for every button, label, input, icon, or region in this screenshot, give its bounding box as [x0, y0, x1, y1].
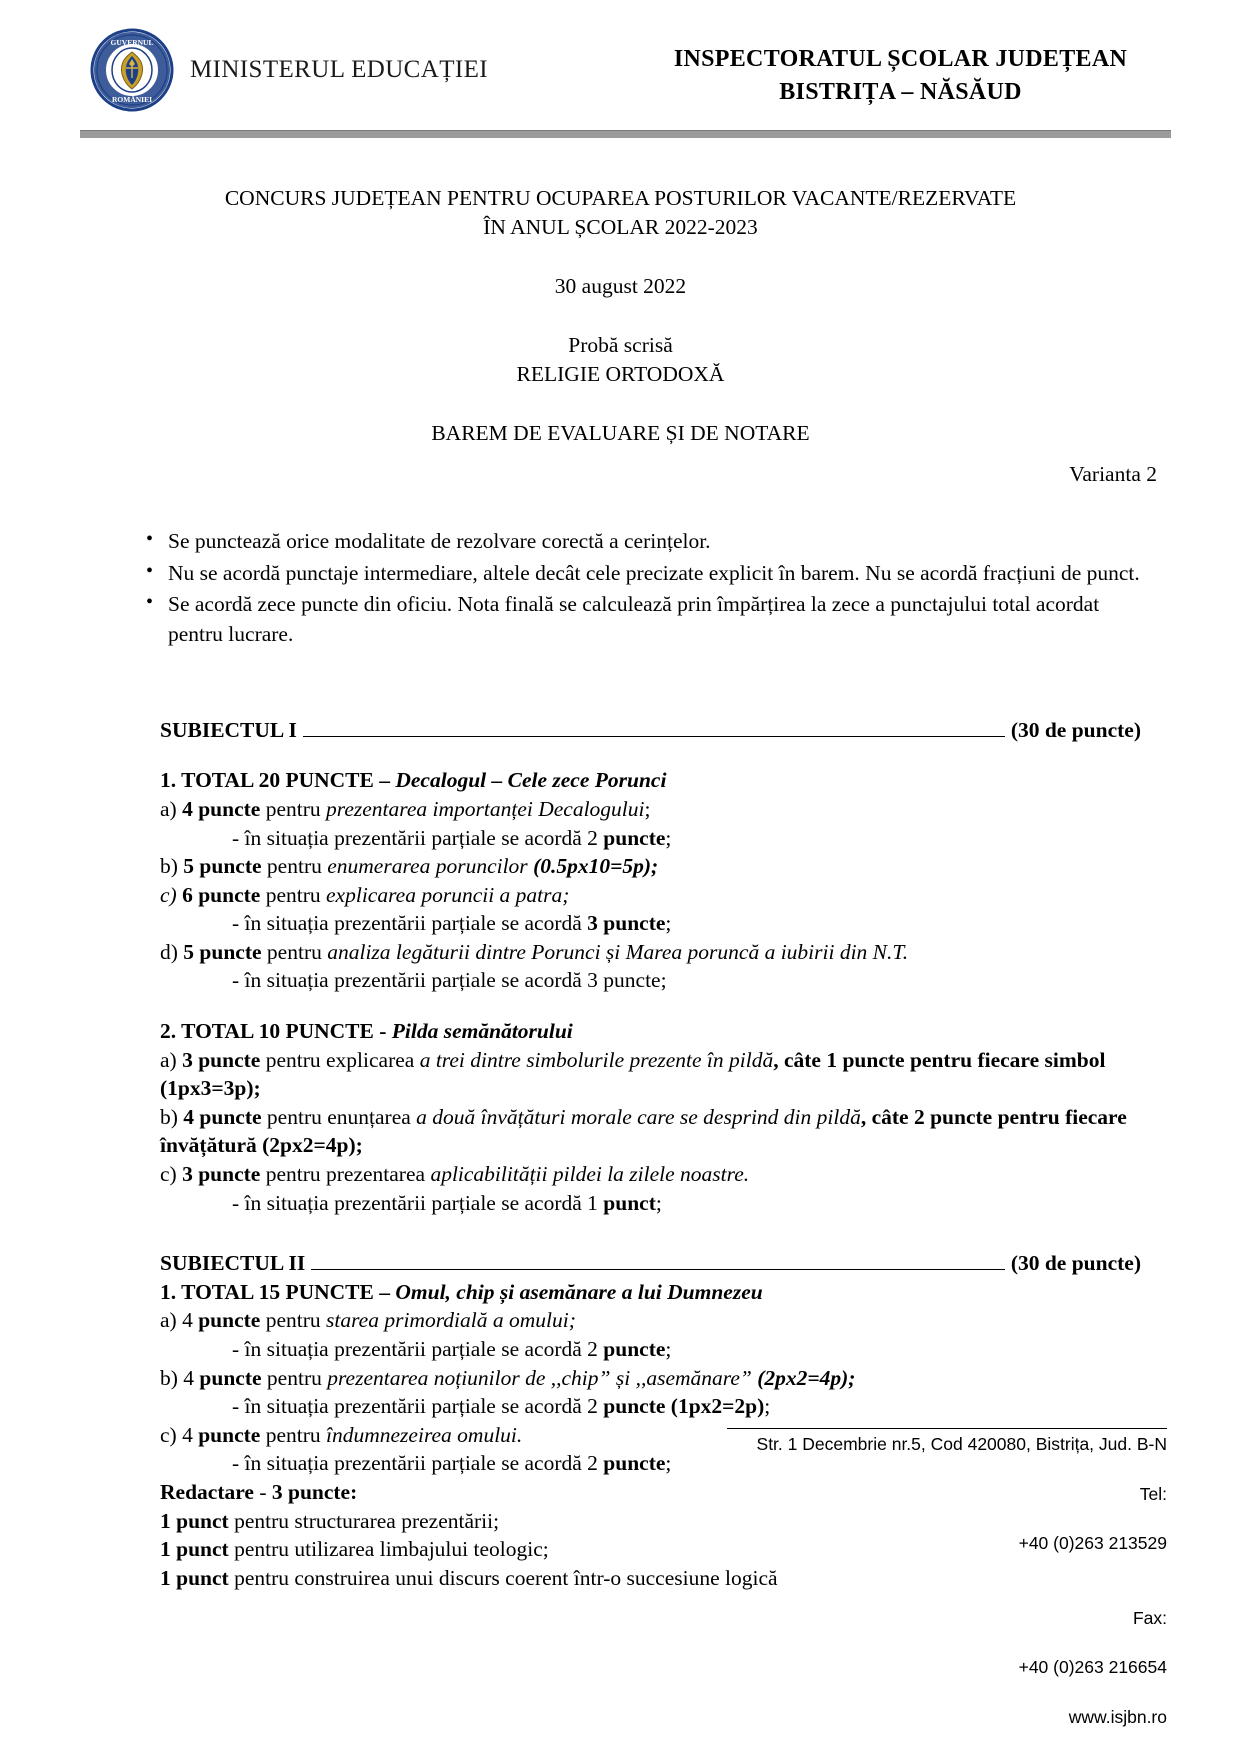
point-value: puncte	[199, 1365, 262, 1390]
point-criterion: pentru structurarea prezentării;	[228, 1508, 500, 1533]
document-header	[0, 0, 1241, 112]
subject-2-rule	[311, 1269, 1005, 1270]
point-connector: pentru explicarea	[260, 1047, 420, 1072]
subject-1-item-2-c-sub	[160, 1189, 1141, 1218]
title-block	[0, 184, 1241, 448]
point-criterion: analiza legăturii dintre Porunci și Marea poruncă a iubirii din N.T.	[327, 939, 909, 964]
point-connector: pentru	[260, 882, 327, 907]
partial-note: - în situația prezentării parțiale se acordă 2	[232, 1451, 604, 1476]
point-value: puncte	[198, 1422, 261, 1447]
partial-value: puncte	[603, 1451, 666, 1476]
exam-date: 30 august 2022	[554, 274, 687, 299]
footer-phone-value: +40 (0)263 213529	[1018, 1533, 1167, 1554]
subject-1-item-2-c	[160, 1160, 1141, 1189]
point-formula: (2px2=4p);	[757, 1365, 856, 1390]
subject-2-heading	[160, 1249, 1141, 1278]
point-value: 5 puncte	[183, 939, 262, 964]
redactare-label: Redactare	[160, 1479, 254, 1504]
subject-2-item-1-a-sub	[160, 1335, 1141, 1364]
partial-value: puncte	[603, 1337, 666, 1361]
partial-end: ;	[665, 1451, 672, 1476]
subject-1-rule	[303, 736, 1005, 737]
exam-subject: RELIGIE ORTODOXĂ	[516, 362, 725, 387]
point-criterion: a trei dintre simbolurile prezente în pildă	[419, 1047, 774, 1072]
point-connector: pentru	[261, 939, 328, 964]
item-total-label: 1. TOTAL 15 PUNCTE	[160, 1279, 374, 1304]
point-letter: b)	[160, 854, 184, 879]
point-connector: pentru	[261, 1365, 328, 1390]
inspectorate-name	[630, 28, 1171, 106]
general-rules-list	[0, 527, 1241, 650]
point-letter: b)	[160, 1104, 184, 1129]
inspectorate-line-1: INSPECTORATUL ȘCOLAR JUDEȚEAN	[673, 46, 1128, 72]
point-letter: a) 4	[160, 1308, 199, 1333]
point-criterion: a două învățături morale care se desprind din pildă	[416, 1104, 861, 1129]
variant-label: Varianta 2	[1069, 462, 1157, 487]
subject-1-item-1-c-sub	[160, 909, 1141, 938]
point-criterion: starea primordială a omului;	[326, 1308, 576, 1333]
point-connector: pentru	[260, 1422, 327, 1447]
subject-1-item-1-d	[160, 938, 1141, 967]
point-value: 1 punct	[160, 1537, 229, 1562]
subject-2-item-1-b	[160, 1364, 1141, 1393]
partial-value: punct	[603, 1190, 656, 1215]
partial-value: 3 puncte	[587, 911, 666, 936]
point-letter: b) 4	[160, 1365, 200, 1390]
ministry-name: MINISTERUL EDUCAȚIEI	[190, 56, 489, 83]
point-criterion: prezentarea noțiunilor de ,,chip” și ,,asemănare”	[327, 1365, 758, 1390]
item-total-label: 1. TOTAL 20 PUNCTE	[160, 768, 374, 793]
subject-1-item-1-b	[160, 852, 1141, 881]
subject-1-item-1-total	[160, 766, 1141, 795]
footer-website: www.isjbn.ro	[1068, 1707, 1167, 1728]
subject-1-heading	[160, 716, 1141, 745]
point-criterion: prezentarea importanței Decalogului	[326, 796, 645, 821]
list-item: • Se punctează orice modalitate de rezolvare corectă a cerințelor.	[150, 527, 1151, 557]
partial-note: - în situația prezentării parțiale se acordă	[232, 911, 588, 936]
point-end: ;	[644, 796, 651, 821]
partial-note: - în situația prezentării parțiale se acordă 2	[232, 825, 604, 850]
point-value: puncte	[198, 1308, 261, 1333]
subject-2-label: SUBIECTUL II	[160, 1251, 306, 1276]
header-left-block	[70, 28, 630, 112]
romania-coat-of-arms-icon	[90, 28, 174, 112]
svg-text:GUVERNUL: GUVERNUL	[110, 38, 154, 47]
partial-value: puncte (1px2=2p)	[603, 1394, 765, 1419]
point-connector: pentru prezentarea	[260, 1162, 431, 1187]
redactare-points: 3 puncte:	[271, 1479, 358, 1504]
point-value: 6 puncte	[182, 882, 261, 907]
point-criterion: enumerarea poruncilor	[327, 854, 534, 879]
point-letter: d)	[160, 939, 184, 964]
footer-address: Str. 1 Decembrie nr.5, Cod 420080, Bistrița, Jud. B-N	[756, 1433, 1167, 1454]
point-value: 4 puncte	[182, 796, 261, 821]
header-divider	[80, 130, 1171, 138]
point-formula: , câte 2 puncte pentru fiecare învățătură (2px2=4p);	[160, 1104, 1127, 1158]
footer-divider	[727, 1428, 1167, 1429]
point-value: 3 puncte	[182, 1047, 261, 1072]
point-criterion: aplicabilității pildei la zilele noastre.	[430, 1162, 750, 1187]
subject-1-item-2-a	[160, 1046, 1141, 1103]
point-formula: , câte 1 puncte pentru fiecare simbol (1px3=3p);	[160, 1047, 1106, 1101]
point-connector: pentru	[260, 1308, 327, 1333]
item-total-topic: Decalogul – Cele zece Porunci	[395, 768, 667, 793]
subject-2-item-1-a	[160, 1306, 1141, 1335]
list-item: • Se acordă zece puncte din oficiu. Nota finală se calculează prin împărțirea la zece a punctajului total acordat pentru lucrare.	[150, 590, 1151, 649]
point-value: 3 puncte	[182, 1162, 261, 1187]
point-value: 4 puncte	[183, 1104, 262, 1129]
item-total-sep: –	[373, 768, 396, 793]
footer-fax	[0, 1581, 1167, 1705]
subject-1-item-1-a-sub	[160, 824, 1141, 853]
document-footer	[0, 1428, 1241, 1730]
partial-note: - în situația prezentării parțiale se acordă 2	[232, 1337, 604, 1361]
subject-2-item-1-total	[160, 1278, 1141, 1307]
partial-note: - în situația prezentării parțiale se acordă 1	[232, 1190, 604, 1215]
partial-end: ;	[655, 1190, 662, 1215]
footer-phone-label: Tel:	[1139, 1483, 1167, 1504]
inspectorate-line-2: BISTRIȚA – NĂSĂUD	[779, 79, 1022, 105]
point-value: 1 punct	[160, 1508, 229, 1533]
point-letter: a)	[160, 1047, 183, 1072]
item-total-sep: -	[373, 1019, 392, 1044]
contest-title-line-2: ÎN ANUL ȘCOLAR 2022-2023	[483, 215, 758, 240]
point-letter: c)	[160, 882, 183, 907]
point-criterion: pentru utilizarea limbajului teologic;	[228, 1537, 549, 1562]
point-letter: c) 4	[160, 1422, 199, 1447]
partial-end: ;	[665, 911, 672, 936]
point-formula: (0.5px10=5p);	[533, 854, 659, 879]
subject-1-item-1-c	[160, 881, 1141, 910]
list-item: • Nu se acordă punctaje intermediare, altele decât cele precizate explicit în barem. Nu se acordă fracțiuni de punct.	[150, 559, 1151, 589]
partial-value: puncte	[603, 825, 666, 850]
subject-1-label: SUBIECTUL I	[160, 717, 297, 742]
contest-title-line-1: CONCURS JUDEȚEAN PENTRU OCUPAREA POSTURILOR VACANTE/REZERVATE	[224, 186, 1017, 210]
point-connector: pentru	[260, 796, 327, 821]
barem-title: BAREM DE EVALUARE ȘI DE NOTARE	[431, 421, 810, 446]
point-connector: pentru enunțarea	[261, 1104, 417, 1129]
point-connector: pentru	[261, 854, 328, 879]
subject-2-points: (30 de puncte)	[1010, 1251, 1141, 1276]
partial-note: - în situația prezentării parțiale se acordă 2	[232, 1394, 604, 1419]
item-total-sep: –	[373, 1279, 396, 1304]
exam-type: Probă scrisă	[568, 333, 673, 358]
subject-1-item-2-total	[160, 1017, 1141, 1046]
item-total-label: 2. TOTAL 10 PUNCTE	[160, 1019, 374, 1044]
item-total-topic: Pilda semănătorului	[391, 1019, 573, 1044]
subject-2-item-1-b-sub	[160, 1392, 1141, 1421]
partial-end: ;	[665, 825, 672, 850]
footer-fax-label: Fax:	[1132, 1607, 1167, 1628]
point-criterion: pentru construirea unui discurs coerent într-o succesiune logică	[228, 1565, 778, 1590]
subject-1-item-1-d-sub: - în situația prezentării parțiale se acordă 3 puncte;	[232, 968, 667, 993]
partial-end: ;	[665, 1337, 672, 1361]
subject-1-item-2-b	[160, 1103, 1141, 1160]
point-value: 5 puncte	[183, 854, 262, 879]
point-criterion: explicarea poruncii a patra;	[326, 882, 570, 907]
partial-end: ;	[764, 1394, 771, 1419]
subject-1-item-1-a	[160, 795, 1141, 824]
footer-fax-value: +40 (0)263 216654	[1018, 1657, 1167, 1678]
point-criterion: îndumnezeirea omului.	[326, 1422, 523, 1447]
redactare-sep: -	[253, 1479, 272, 1504]
point-value: 1 punct	[160, 1565, 229, 1590]
svg-text:ROMÂNIEI: ROMÂNIEI	[111, 95, 153, 104]
subject-1-points: (30 de puncte)	[1010, 717, 1141, 742]
footer-phone	[0, 1457, 1167, 1581]
point-letter: a)	[160, 796, 183, 821]
item-total-topic: Omul, chip și asemănare a lui Dumnezeu	[395, 1279, 763, 1304]
point-letter: c)	[160, 1162, 183, 1187]
